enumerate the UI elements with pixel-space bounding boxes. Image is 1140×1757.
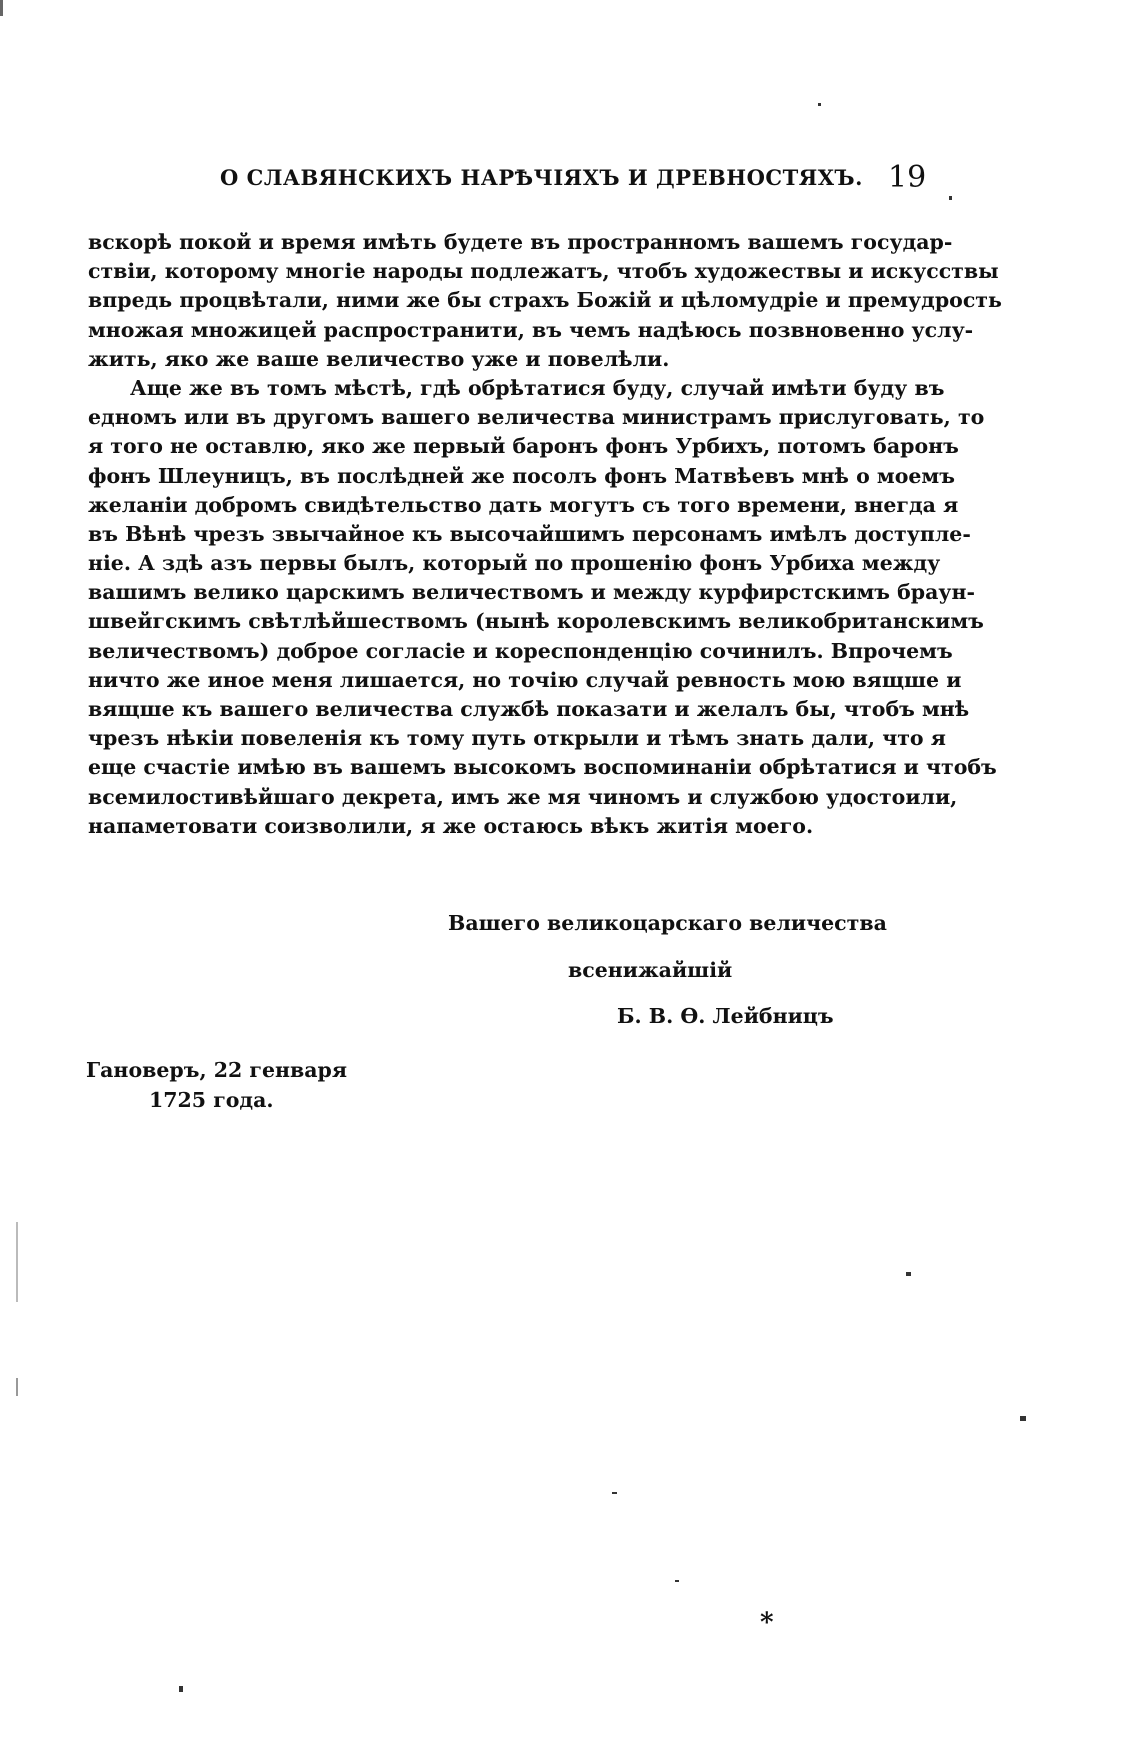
scan-speck [949,196,952,200]
scan-speck [179,1686,183,1692]
text-line: ніе. А здѣ азъ первы былъ, который по прошенію фонъ Урбиха между [88,551,941,576]
scan-speck [906,1272,911,1276]
text-line: жить, яко же ваше величество уже и повелѣли. [88,346,670,371]
text-line: швейгскимъ свѣтлѣйшествомъ (нынѣ королевскимъ великобританскимъ [88,609,984,634]
text-line: напаметовати соизволили, я же остаюсь вѣкъ житія моего. [88,813,814,838]
scan-speck [0,0,3,16]
text-line: величествомъ) доброе согласіе и кореспонденцію сочинилъ. Впрочемъ [88,638,953,663]
text-line: множая множицей распространити, въ чемъ надѣюсь позвновенно услу- [88,317,974,342]
text-line: вскорѣ покой и время имѣть будете въ пространномъ вашемъ государ- [88,230,953,254]
page-number: 19 [888,160,927,195]
scan-speck [612,1492,617,1494]
text-line: ствіи, которому многіе народы подлежатъ, чтобъ художествы и искусствы [88,259,999,284]
signature-salutation: Вашего великоцарскаго величества [448,911,887,935]
text-line: чрезъ нѣкіи повеленія къ тому путь открыли и тѣмъ знать дали, что я [88,726,946,751]
signature-name: Б. В. Ѳ. Лейбницъ [617,1004,834,1028]
text-line: въ Вѣнѣ чрезъ звычайное къ высочайшимъ персонамъ имѣлъ доступле- [88,521,971,546]
text-line: еще счастіе имѣю въ вашемъ высокомъ воспоминаніи обрѣтатися и чтобъ [88,755,997,780]
running-head-title: О СЛАВЯНСКИХЪ НАРѢЧІЯХЪ И ДРЕВНОСТЯХЪ. [220,165,863,190]
text-line: едномъ или въ другомъ вашего величества министрамъ прислуговать, то [88,405,985,430]
footer-asterisk: * [760,1608,774,1638]
text-line: я того не оставлю, яко же первый баронъ фонъ Урбихъ, потомъ баронъ [88,434,959,459]
scan-speck [1020,1416,1026,1421]
scan-speck [675,1580,679,1582]
text-line: Аще же въ томъ мѣстѣ, гдѣ обрѣтатися буду, случай имѣти буду въ [130,375,945,400]
signature-closing: всенижайшій [568,958,733,982]
scan-speck [16,1378,18,1396]
place-date-line: Гановеръ, 22 генваря [86,1058,348,1082]
text-line: впредь процвѣтали, ними же бы страхъ Божій и цѣломудріе и премудрость [88,288,1002,313]
text-line: ничто же иное меня лишается, но точію случай ревность мою вящше и [88,667,962,692]
text-line: желаніи добромъ свидѣтельство дать могутъ съ того времени, внегда я [88,492,959,517]
scan-speck [16,1222,18,1302]
text-line: вящше къ вашего величества службѣ показати и желалъ бы, чтобъ мнѣ [88,697,970,721]
text-line: вашимъ велико царскимъ величествомъ и между курфирстскимъ браун- [88,580,976,605]
scan-speck [818,103,821,106]
place-date-year: 1725 года. [149,1088,274,1112]
body-text [88,228,1002,841]
text-line: фонъ Шлеуницъ, въ послѣдней же посолъ фонъ Матвѣевъ мнѣ о моемъ [88,463,955,488]
text-line: всемилостивѣйшаго декрета, имъ же мя чиномъ и службою удостоили, [88,784,958,809]
